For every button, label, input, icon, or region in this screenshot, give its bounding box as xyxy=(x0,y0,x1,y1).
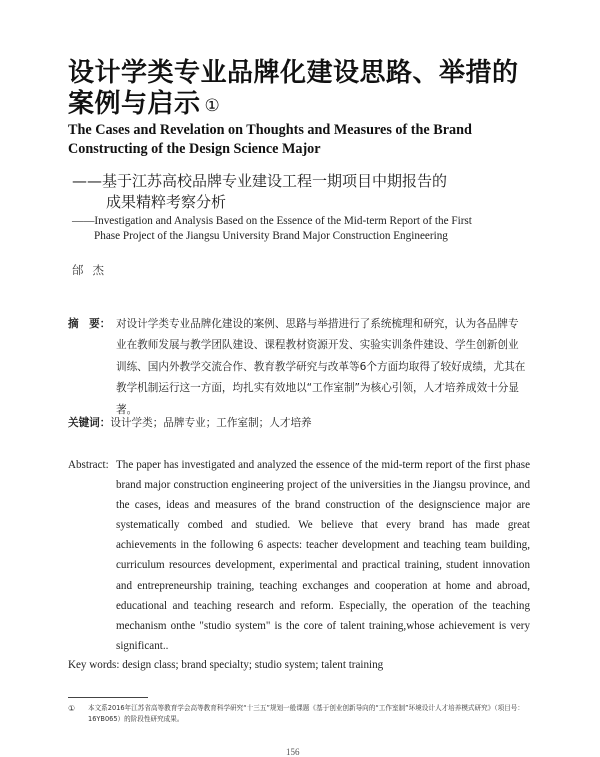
english-subtitle-line-2: Phase Project of the Jiangsu University Brand Major Construction Engineering xyxy=(94,230,448,242)
footnote-marker: ① xyxy=(68,704,76,713)
english-abstract xyxy=(68,455,530,656)
chinese-abstract-label: 摘 要： xyxy=(68,318,111,330)
footnote-divider xyxy=(68,697,148,698)
english-keywords-text: design class; brand specialty; studio system; talent training xyxy=(122,659,384,671)
english-subtitle-line-1: ——Investigation and Analysis Based on the Essence of the Mid-term Report of the First xyxy=(72,215,472,227)
chinese-abstract xyxy=(68,314,528,421)
chinese-subtitle-line-2: 成果精粹考察分析 xyxy=(106,193,227,211)
chinese-subtitle-line-1: ——基于江苏高校品牌专业建设工程一期项目中期报告的 xyxy=(72,172,448,190)
chinese-title xyxy=(68,58,538,120)
chinese-keywords-label: 关键词： xyxy=(68,417,111,429)
footnote-text: 本文系2016年江苏省高等教育学会高等教育科学研究“十三五”规划一般课题《基于创业创新导向的“工作室制”环境设计人才培养模式研究》（项目号：16YB065）的阶段性研究成果。 xyxy=(88,704,524,723)
chinese-keywords xyxy=(68,413,538,433)
footnote xyxy=(68,703,530,725)
chinese-abstract-text: 对设计学类专业品牌化建设的案例、思路与举措进行了系统梳理和研究，认为各品牌专业在教师发展与教学团队建设、课程教材资源开发、实验实训条件建设、学生创新创业训练、国内外教学交流合作、教育教学研究与改革等6个方面均取得了较好成绩，尤其在教学机制运行这一方面，均扎实有效地以“工作室制”为核心引领，人才培养成效十分显著。 xyxy=(116,318,526,416)
chinese-title-text: 设计学类专业品牌化建设思路、举措的案例与启示 xyxy=(68,58,519,119)
english-keywords xyxy=(68,656,538,674)
chinese-subtitle xyxy=(72,171,542,213)
english-subtitle xyxy=(72,214,542,244)
english-abstract-label: Abstract: xyxy=(68,459,109,471)
english-abstract-text: The paper has investigated and analyzed the essence of the mid-term report of the first phase brand major construction engineering project of the universities in the Jiangsu province, and the cases, ideas and measures of the brand construction of the designscience major are systematically combed and studied. We believe that every brand has made great achievements in the following 6 aspects: teacher development and teaching team building, curriculum resources development, experimental and practical training, student innovation and entrepreneurship training, teaching exchanges and cooperation at home and abroad, educational and teaching research and reform. Especially, the operation of the teaching mechanism onthe "studio system" is the core of talent training,whose achievement is very significant.. xyxy=(116,459,530,652)
chinese-keywords-text: 设计学类；品牌专业；工作室制；人才培养 xyxy=(110,417,312,429)
title-footnote-marker[interactable]: ① xyxy=(204,96,221,116)
english-keywords-label: Key words: xyxy=(68,659,120,671)
page-number: 156 xyxy=(286,747,300,757)
english-title: The Cases and Revelation on Thoughts and Measures of the Brand Constructing of the Design Science Major xyxy=(68,122,472,157)
author-name: 邰杰 xyxy=(72,263,113,277)
